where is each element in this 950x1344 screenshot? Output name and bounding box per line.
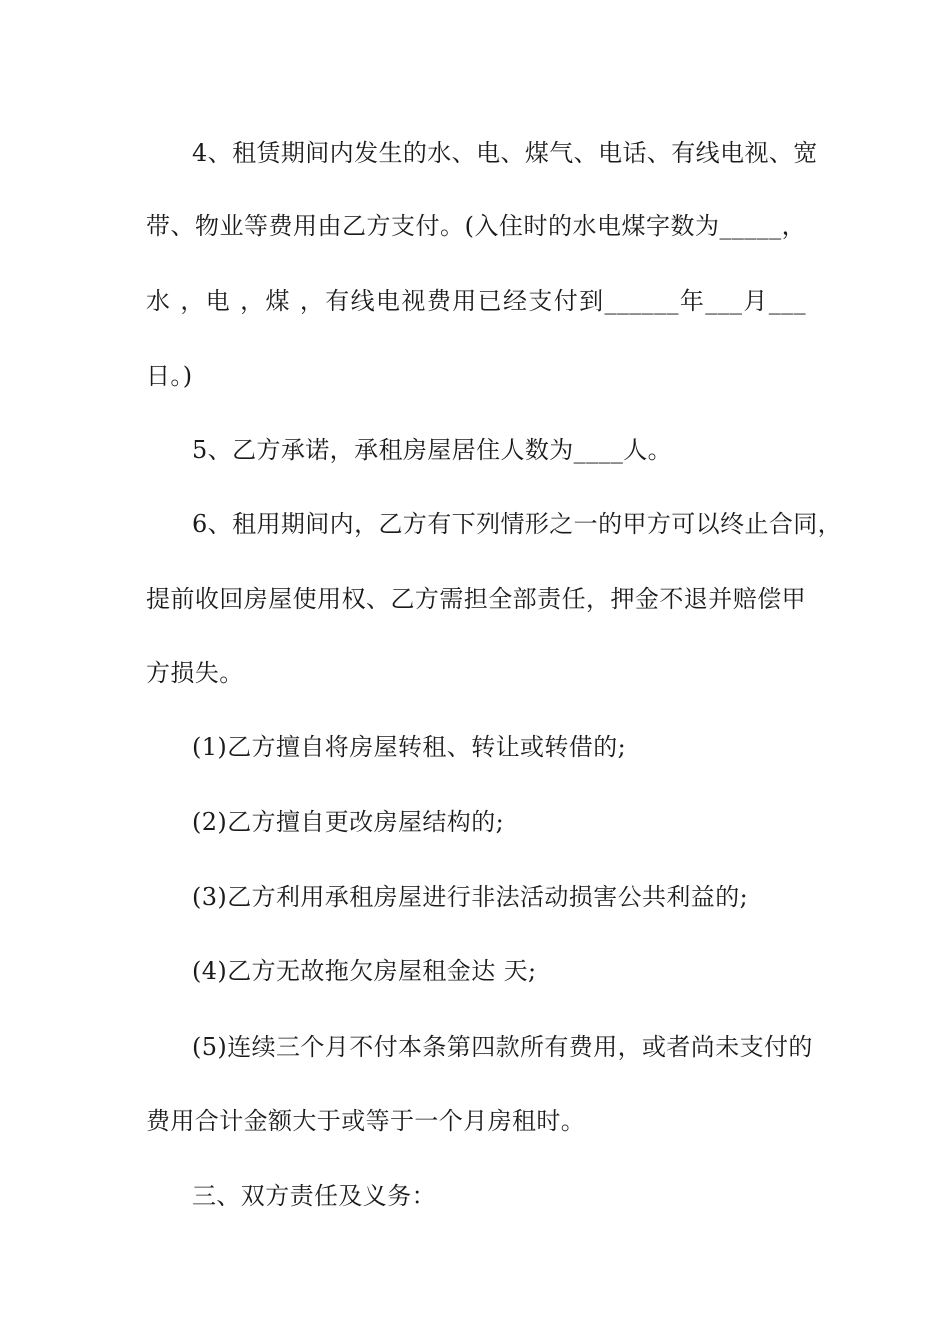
item-4: (4)乙方无故拖欠房屋租金达 天; — [192, 957, 537, 985]
clause-4-line-2: 带、物业等费用由乙方支付。(入住时的水电煤字数为_____， — [146, 212, 806, 240]
item-3: (3)乙方利用承租房屋进行非法活动损害公共利益的; — [192, 883, 749, 911]
section-3-heading: 三、双方责任及义务： — [192, 1182, 436, 1210]
item-5-line-1: (5)连续三个月不付本条第四款所有费用，或者尚未支付的 — [192, 1033, 813, 1061]
clause-6-line-2: 提前收回房屋使用权、乙方需担全部责任，押金不退并赔偿甲 — [146, 585, 806, 613]
item-2: (2)乙方擅自更改房屋结构的; — [192, 808, 505, 836]
clause-4-line-4: 日。) — [146, 362, 193, 390]
clause-5: 5、乙方承诺，承租房屋居住人数为____人。 — [192, 436, 673, 464]
clause-4-line-3: 水 ，电 ，煤 ，有线电视费用已经支付到______年___月___ — [146, 287, 806, 315]
clause-4-line-1: 4、租赁期间内发生的水、电、煤气、电话、有线电视、宽 — [192, 139, 818, 167]
clause-6-line-3: 方损失。 — [146, 659, 244, 687]
item-5-line-2: 费用合计金额大于或等于一个月房租时。 — [146, 1107, 586, 1135]
item-1: (1)乙方擅自将房屋转租、转让或转借的; — [192, 733, 627, 761]
clause-6-line-1: 6、租用期间内，乙方有下列情形之一的甲方可以终止合同， — [192, 510, 843, 538]
